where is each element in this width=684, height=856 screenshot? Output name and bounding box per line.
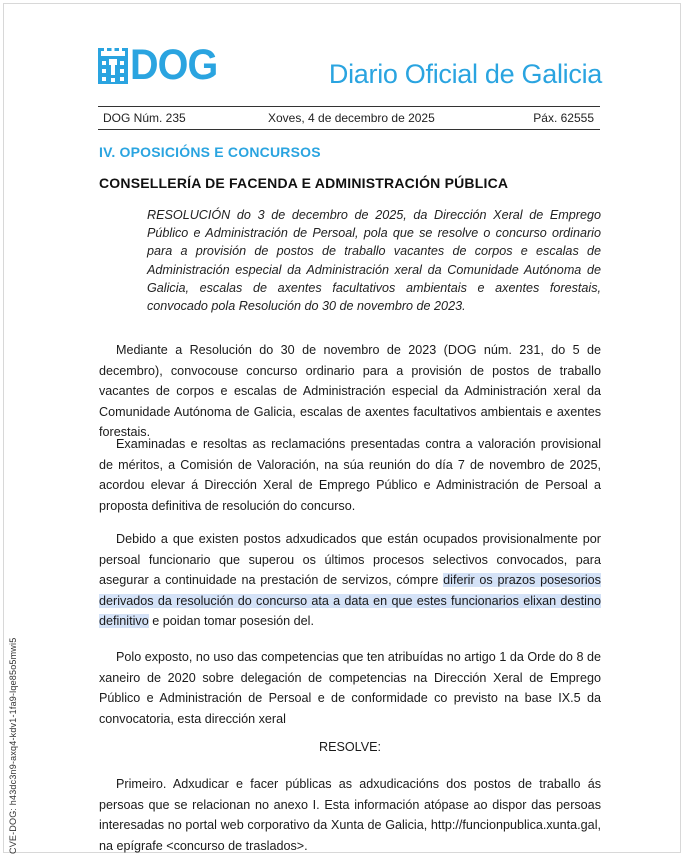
paragraph-1: Mediante a Resolución do 30 de novembro de 2023 (DOG núm. 231, do 5 de decembro), convocouse concurso ordinario para a provisión de postos de traballo vacantes de corpos e escalas de Administración especial da Administración xeral da Comunidade Autónoma de Galicia, escalas de axentes facultativos ambientais e axentes forestais. (99, 343, 601, 439)
section-heading: IV. OPOSICIÓNS E CONCURSOS (99, 144, 321, 160)
issue-page: Páx. 62555 (533, 111, 594, 125)
resolution-summary (147, 206, 601, 315)
highlighted-text[interactable]: diferir os prazos posesorios derivados da resolución do concurso ata a data en que estes funcionarios elixan destino definitivo (99, 573, 601, 628)
resolve-heading: RESOLVE: (318, 740, 382, 754)
paragraph-4: Polo exposto, no uso das competencias que ten atribuídas no artigo 1 da Orde do 8 de xaneiro de 2020 sobre delegación de competencias na Dirección Xeral de Emprego Público e Administración de Persoal e de conformidade co previsto na base IX.5 da convocatoria, esta dirección xeral (99, 650, 601, 726)
cve-code: CVE-DOG: h43dc3n9-axq4-kdv1-1fa9-lqe85o5mwi5 (8, 637, 18, 854)
paragraph-2: Examinadas e resoltas as reclamacións presentadas contra a valoración provisional de méritos, a Comisión de Valoración, na súa reunión do día 7 de novembro de 2025, acordou elevar á Dirección Xeral de Emprego Público e Administración de Persoal a proposta definitiva de resolución do concurso. (99, 437, 601, 513)
ministry-heading: CONSELLERÍA DE FACENDA E ADMINISTRACIÓN PÚBLICA (99, 175, 509, 191)
resolution-title-lead: RESOLUCIÓN (147, 208, 231, 222)
paragraph-3-end: e poidan tomar posesión del. (148, 614, 314, 628)
publication-title: Diario Oficial de Galicia (328, 59, 602, 89)
galicia-emblem-icon (98, 48, 128, 84)
paragraph-3 (99, 529, 601, 632)
paragraph-5: Primeiro. Adxudicar e facer públicas as adxudicacións dos postos de traballo ás persoas que se relacionan no anexo I. Esta información atópase ao dispor das persoas interesadas no portal web corporativo da Xunta de Galicia, http://funcionpublica.xunta.gal, na epígrafe <concurso de traslados>. (99, 777, 601, 853)
issue-date: Xoves, 4 de decembro de 2025 (268, 111, 435, 125)
paragraph-3-start: Debido a que existen postos adxudicados que están ocupados provisionalmente por persoal funcionario que superou os últimos procesos selectivos convocados, para asegurar a continuidade na prestación de servizos, cómpre (99, 532, 601, 587)
resolution-text: do 3 de decembro de 2025, da Dirección Xeral de Emprego Público e Administración de Persoal, pola que se resolve o concurso ordinario para a provisión de postos de traballo vacantes de corpos e escalas de Administración especial da Administración xeral da Comunidade Autónoma de Galicia, escalas de axentes facultativos ambientais e axentes forestais, convocado pola Resolución do 30 de novembro de 2023. (147, 208, 601, 314)
dog-logo-text: DOG (130, 41, 218, 89)
issue-number: DOG Núm. 235 (103, 111, 186, 125)
masthead (98, 41, 602, 89)
issue-bar (98, 106, 600, 130)
